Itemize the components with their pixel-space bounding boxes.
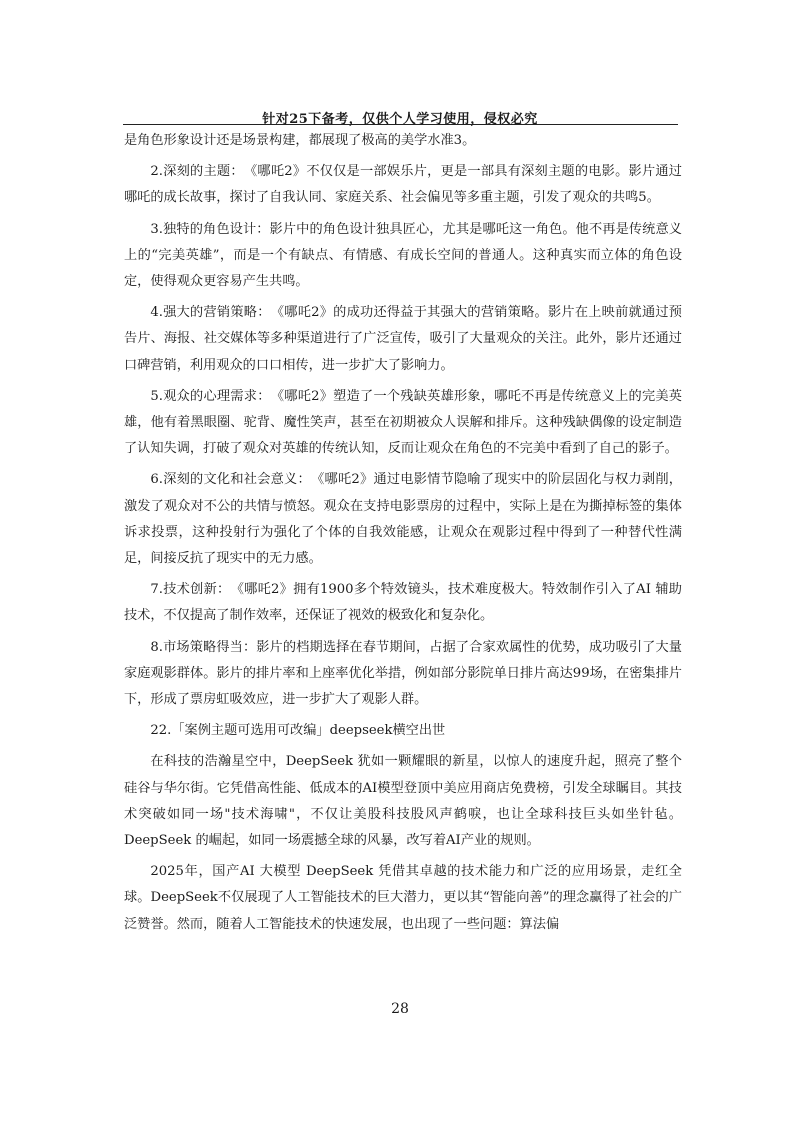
paragraph: 2.深刻的主题： 《哪吒2》不仅仅是一部娱乐片，更是一部具有深刻主题的电影。影片通过哪吒的成长故事，探讨了自我认同、家庭关系、社会偏见等多重主题，引发了观众的共鸣5。 (124, 164, 682, 206)
section-heading: 22.「案例主题可选用可改编」deepseek横空出世 (150, 723, 446, 739)
paragraph: 7.技术创新： 《哪吒2》拥有1900多个特效镜头，技术难度极大。特效制作引入了AI 辅助技术，不仅提高了制作效率，还保证了视效的极致化和复杂化。 (124, 582, 682, 624)
paragraph: 是角色形象设计还是场景构建，都展现了极高的美学水准3。 (124, 133, 476, 148)
paragraph: 5.观众的心理需求： 《哪吒2》塑造了一个残缺英雄形象，哪吒不再是传统意义上的完美英雄，他有着黑眼圈、驼背、魔性笑声，甚至在初期被众人误解和排斥。这种残缺偶像的设定制造了认知失调，打破了观众对英雄的传统认知，反而让观众在角色的不完美中看到了自己的影子。 (124, 388, 682, 457)
paragraph: 4.强大的营销策略： 《哪吒2》的成功还得益于其强大的营销策略。影片在上映前就通过预告片、海报、社交媒体等多种渠道进行了广泛宣传，吸引了大量观众的关注。此外，影片还通过口碑营销，利用观众的口口相传，进一步扩大了影响力。 (124, 305, 682, 373)
paragraph: 3.独特的角色设计：影片中的角色设计独具匠心，尤其是哪吒这一角色。他不再是传统意义上的“完美英雄”，而是一个有缺点、有情感、有成长空间的普通人。这种真实而立体的角色设定，使得观众更容易产生共鸣。 (124, 221, 682, 290)
paragraph: 在科技的浩瀚星空中，DeepSeek 犹如一颗耀眼的新星，以惊人的速度升起，照亮了整个硅谷与华尔街。它凭借高性能、低成本的AI模型登顶中美应用商店免费榜，引发全球瞩目。其技术突破如同一场"技术海啸"，不仅让美股科技股风声鹤唳，也让全球科技巨头如坐针毡。DeepSeek 的崛起，如同一场震撼全球的风暴，改写着AI产业的规则。 (124, 754, 682, 849)
page-number: 28 (391, 1001, 409, 1017)
paragraph: 8.市场策略得当：影片的档期选择在春节期间，占据了合家欢属性的优势，成功吸引了大量家庭观影群体。影片的排片率和上座率优化举措，例如部分影院单日排片高达99场，在密集排片下，形成了票房虹吸效应，进一步扩大了观影人群。 (124, 639, 682, 708)
page-header: 针对25下备考，仅供个人学习使用，侵权必究 (262, 112, 538, 127)
document-body (124, 128, 682, 943)
paragraph: 2025年，国产AI 大模型 DeepSeek 凭借其卓越的技术能力和广泛的应用场景，走红全球。DeepSeek不仅展现了人工智能技术的巨大潜力，更以其“智能向善”的理念赢得了社会的广泛赞誉。然而，随着人工智能技术的快速发展，也出现了一些问题：算法偏 (124, 864, 682, 932)
paragraph: 6.深刻的文化和社会意义： 《哪吒2》通过电影情节隐喻了现实中的阶层固化与权力剥削，激发了观众对不公的共情与愤怒。观众在支持电影票房的过程中，实际上是在为撕掉标签的集体诉求投票，这种投射行为强化了个体的自我效能感，让观众在观影过程中得到了一种替代性满足，间接反抗了现实中的无力感。 (124, 472, 682, 567)
header-rule (123, 124, 678, 125)
